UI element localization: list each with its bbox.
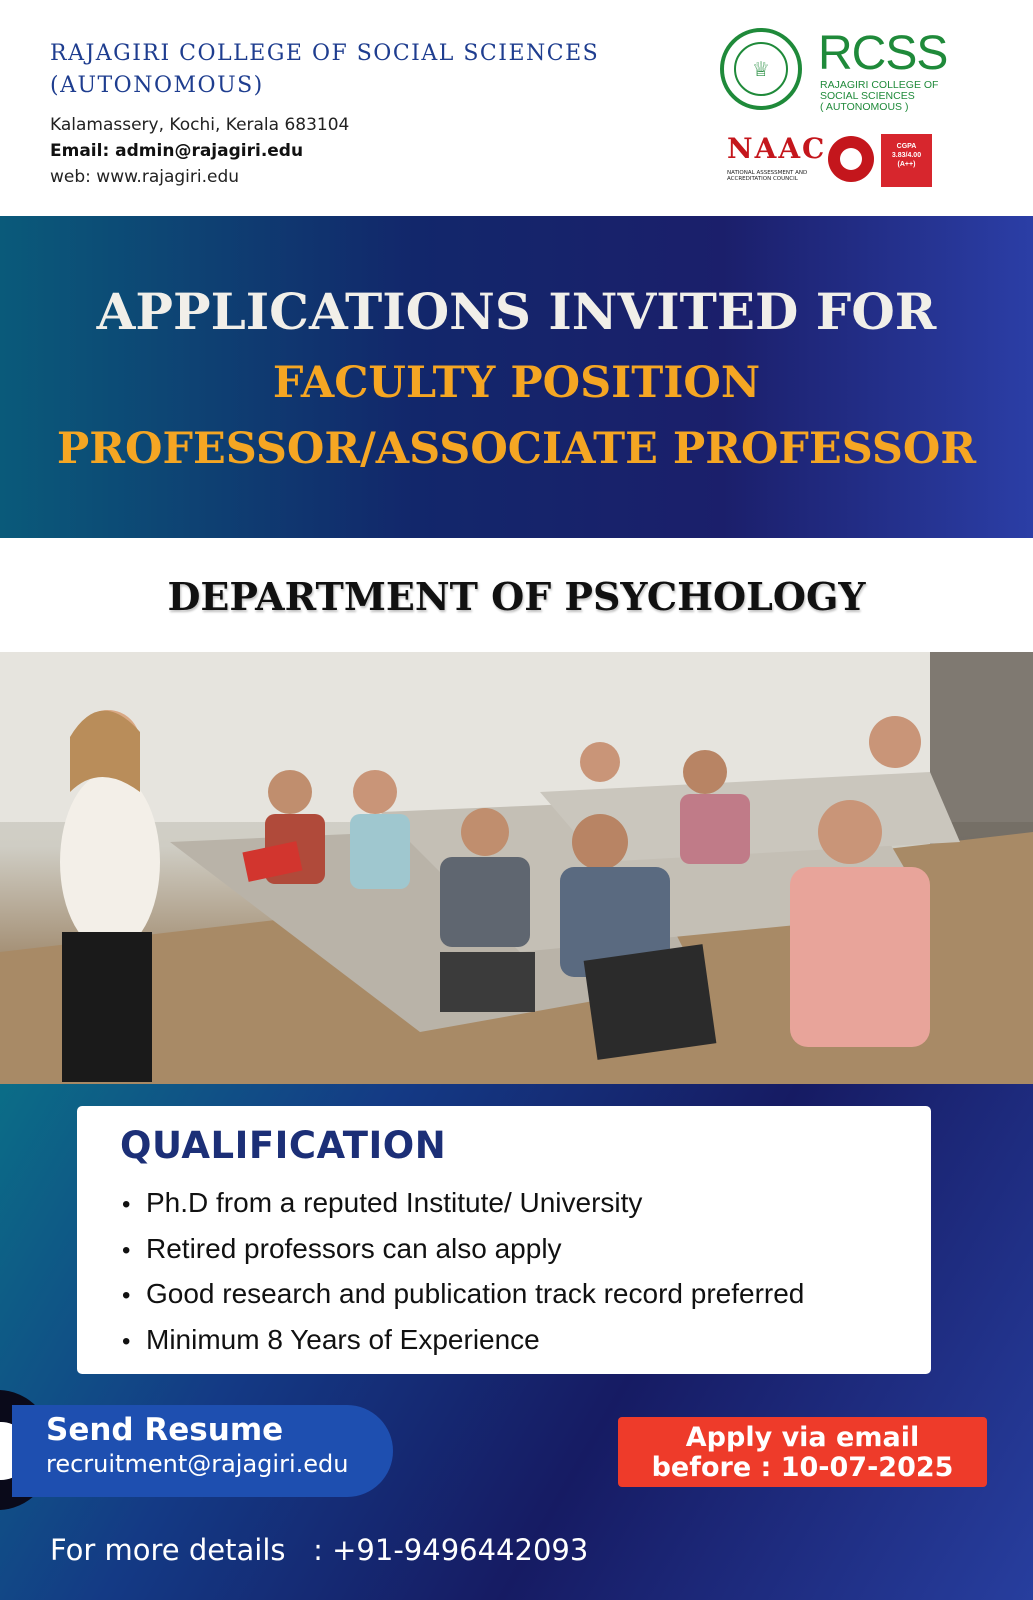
college-name-line2: (AUTONOMOUS): [50, 73, 264, 98]
department-title: DEPARTMENT OF PSYCHOLOGY: [167, 574, 866, 619]
hero-heading: APPLICATIONS INVITED FOR: [96, 282, 937, 341]
naac-logo-subtitle: NATIONAL ASSESSMENT AND ACCREDITATION COUNCIL: [727, 170, 808, 182]
rcss-logo-title: RCSS: [818, 27, 948, 80]
rajagiri-seal-icon: [720, 28, 802, 110]
recruitment-email-link[interactable]: recruitment@rajagiri.edu: [46, 1450, 349, 1478]
rcss-logo-subtitle: RAJAGIRI COLLEGE OF SOCIAL SCIENCES ( AUTONOMOUS ): [820, 79, 939, 113]
qualification-title: QUALIFICATION: [120, 1124, 447, 1167]
apply-line1: Apply via email: [685, 1422, 920, 1453]
list-item: • Ph.D from a reputed Institute/ University: [122, 1186, 804, 1232]
college-name: [50, 38, 599, 102]
naac-emblem-icon: [828, 136, 874, 182]
college-address: Kalamassery, Kochi, Kerala 683104: [50, 115, 350, 135]
apply-line2: before : 10-07-2025: [651, 1452, 954, 1483]
more-details-phone[interactable]: For more details : +91-9496442093: [50, 1533, 589, 1567]
qualification-list: [122, 1186, 804, 1368]
crown-icon: ♕: [734, 42, 788, 96]
send-resume-title: Send Resume: [46, 1412, 284, 1448]
list-item: • Retired professors can also apply: [122, 1232, 804, 1278]
list-item: • Minimum 8 Years of Experience: [122, 1323, 804, 1369]
naac-logo-title: NAAC: [727, 132, 827, 165]
cgpa-badge: CGPA 3.83/4.00 (A++): [881, 134, 932, 187]
hero-position: FACULTY POSITION: [272, 358, 761, 408]
list-item: • Good research and publication track record preferred: [122, 1277, 804, 1323]
college-email[interactable]: Email: admin@rajagiri.edu: [50, 141, 304, 161]
classroom-photo: [0, 652, 1033, 1084]
college-web[interactable]: web: www.rajagiri.edu: [50, 167, 240, 187]
college-name-line1: RAJAGIRI COLLEGE OF SOCIAL SCIENCES: [50, 41, 600, 66]
hero-role: PROFESSOR/ASSOCIATE PROFESSOR: [56, 424, 977, 474]
apply-deadline-badge: [618, 1417, 987, 1487]
